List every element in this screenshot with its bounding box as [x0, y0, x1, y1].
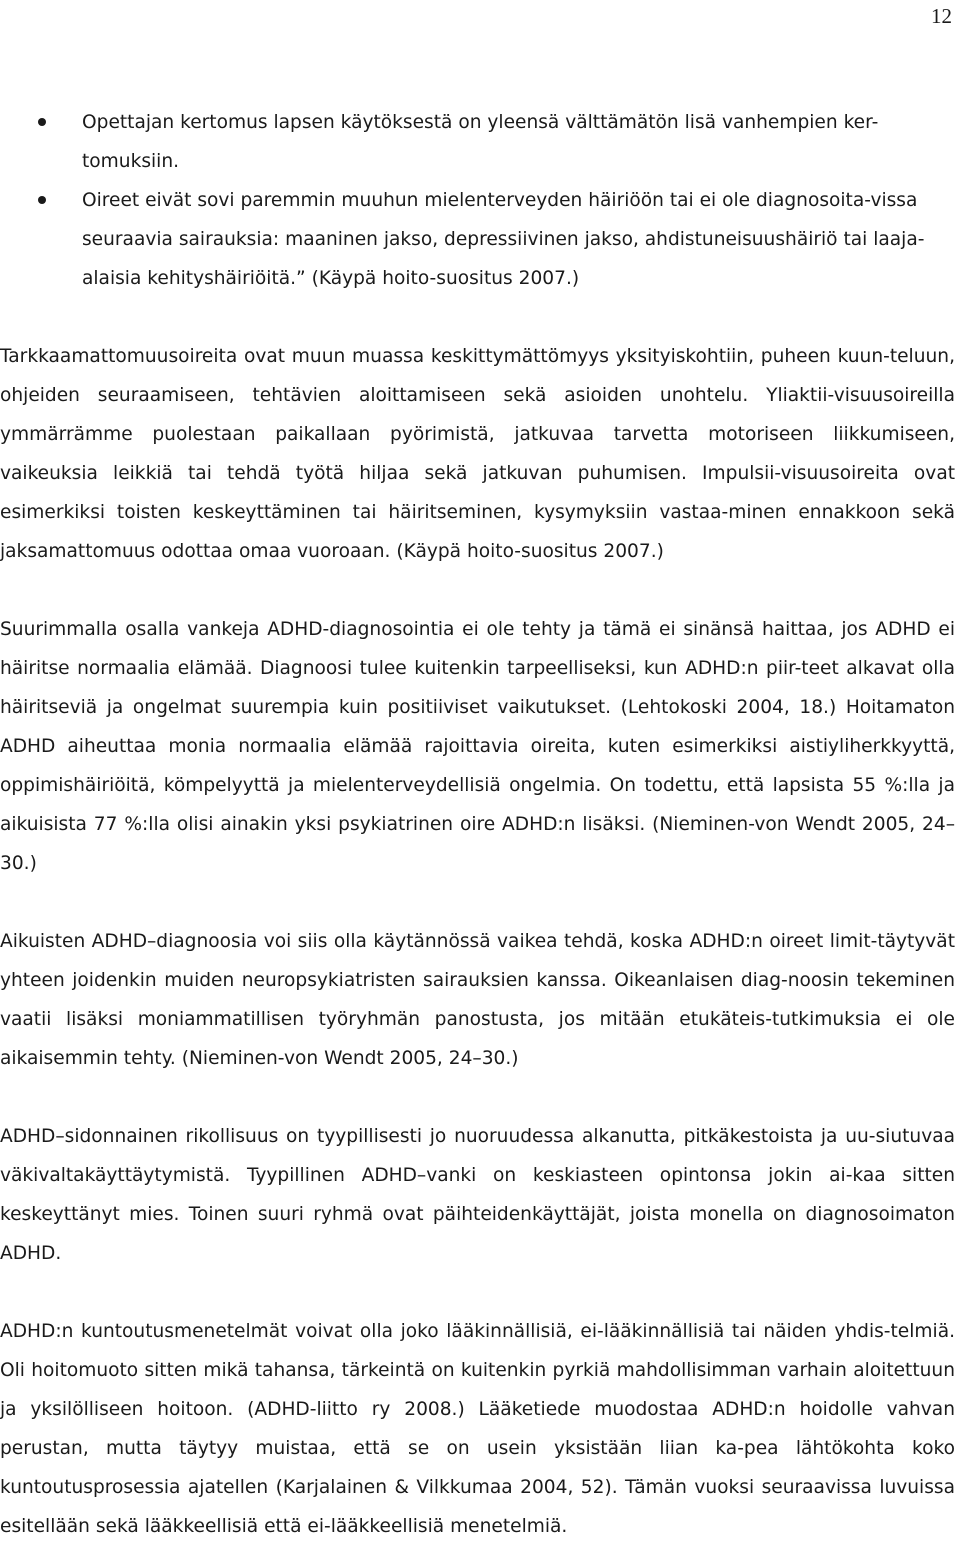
document-body	[0, 103, 955, 1546]
paragraph-criminality: ADHD–sidonnainen rikollisuus on tyypillisesti jo nuoruudessa alkanutta, pitkäkestoista ja uu-siutuvaa väkivaltakäyttäytymistä. Tyypillinen ADHD–vanki on keskiasteen opintonsa jokin ai-kaa sitten keskeyttänyt mies. Toinen suuri ryhmä ovat päihteidenkäyttäjät, joista monella on diagnosoimaton ADHD.	[0, 1126, 955, 1264]
paragraph-symptoms: Tarkkaamattomuusoireita ovat muun muassa keskittymättömyys yksityiskohtiin, puheen kuun-teluun, ohjeiden seuraamiseen, tehtävien aloittamiseen sekä asioiden unohtelu. Yliaktii-visuusoireilla ymmärrämme puolestaan paikallaan pyörimistä, jatkuvaa tarvetta motoriseen liikkumiseen, vaikeuksia leikkiä tai tehdä työtä hiljaa sekä jatkuvan puhumisen. Impulsii-visuusoireita ovat esimerkiksi toisten keskeyttäminen tai häiritseminen, kysymyksiin vastaa-minen ennakkoon sekä jaksamattomuus odottaa omaa vuoroaan. (Käypä hoito-suositus 2007.)	[0, 346, 955, 562]
bullet-text: Oireet eivät sovi paremmin muuhun mielenterveyden häiriöön tai ei ole diagnosoita-vissa seuraavia sairauksia: maaninen jakso, depressiivinen jakso, ahdistuneisuushäiriö tai laaja-alaisia kehityshäiriöitä.” (Käypä hoito-suositus 2007.)	[82, 190, 925, 289]
page-number: 12	[931, 4, 952, 28]
bullet-item	[0, 103, 955, 181]
bullet-item	[0, 181, 955, 298]
paragraph-adult-diagnosis: Aikuisten ADHD–diagnoosia voi siis olla käytännössä vaikea tehdä, koska ADHD:n oireet limit-täytyvät yhteen joidenkin muiden neuropsykiatristen sairauksien kanssa. Oikeanlaisen diag-noosin tekeminen vaatii lisäksi moniammatillisen työryhmän panostusta, jos mitään etukäteis-tutkimuksia ei ole aikaisemmin tehty. (Nieminen-von Wendt 2005, 24–30.)	[0, 931, 955, 1069]
paragraph-rehabilitation: ADHD:n kuntoutusmenetelmät voivat olla joko lääkinnällisiä, ei-lääkinnällisiä tai näiden yhdis-telmiä. Oli hoitomuoto sitten mikä tahansa, tärkeintä on kuitenkin pyrkiä mahdollisimman varhain aloitettuun ja yksilölliseen hoitoon. (ADHD-liitto ry 2008.) Lääketiede muodostaa ADHD:n hoidolle vahvan perustan, mutta täytyy muistaa, että se on usein yksistään liian ka-pea lähtökohta koko kuntoutusprosessia ajatellen (Karjalainen & Vilkkumaa 2004, 52). Tämän vuoksi seuraavissa luvuissa esitellään sekä lääkkeellisiä että ei-lääkkeellisiä menetelmiä.	[0, 1321, 955, 1537]
bullet-icon	[38, 118, 46, 126]
bullet-icon	[38, 196, 46, 204]
paragraph-prisoners-diagnosis: Suurimmalla osalla vankeja ADHD-diagnosointia ei ole tehty ja tämä ei sinänsä haittaa, jos ADHD ei häiritse normaalia elämää. Diagnoosi tulee kuitenkin tarpeelliseksi, kun ADHD:n piir-teet alkavat olla häiritseviä ja ongelmat suurempia kuin positiiviset vaikutukset. (Lehtokoski 2004, 18.) Hoitamaton ADHD aiheuttaa monia normaalia elämää rajoittavia oireita, kuten esimerkiksi aistiyliherkkyyttä, oppimishäiriöitä, kömpelyyttä ja mielenterveydellisiä ongelmia. On todettu, että lapsista 55 %:lla ja aikuisista 77 %:lla olisi ainakin yksi psykiatrinen oire ADHD:n lisäksi. (Nieminen-von Wendt 2005, 24–30.)	[0, 619, 955, 874]
bullet-text: Opettajan kertomus lapsen käytöksestä on yleensä välttämätön lisä vanhempien ker-tomuksiin.	[82, 112, 879, 172]
criteria-bullet-list	[0, 103, 955, 298]
